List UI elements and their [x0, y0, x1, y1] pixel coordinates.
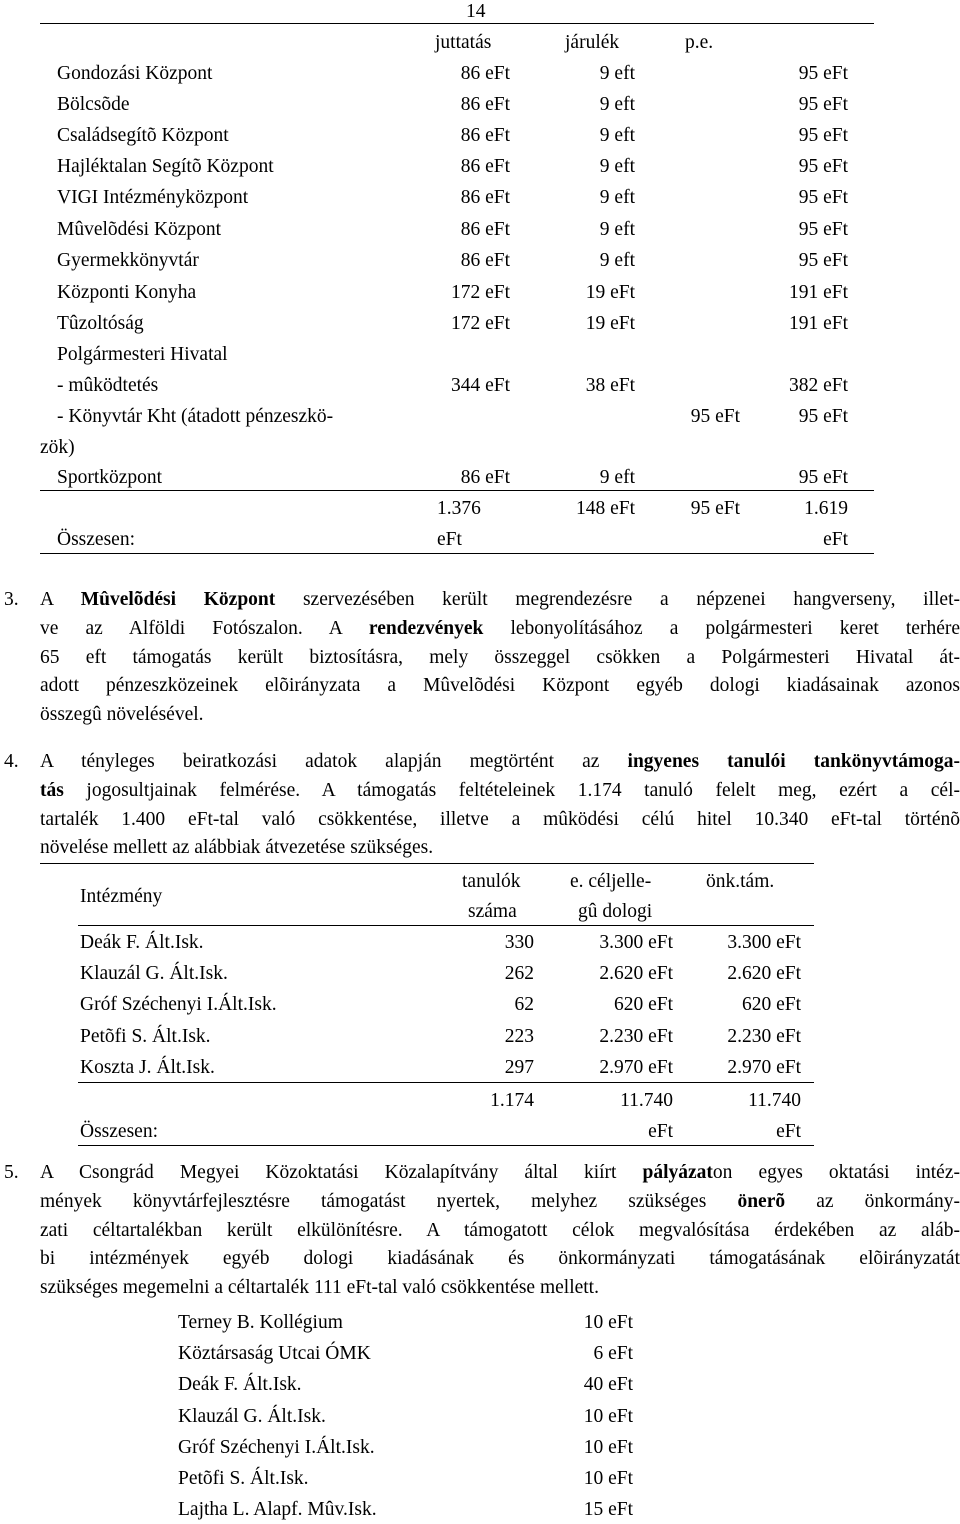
- row-onk: 3.300 eFt: [727, 932, 801, 953]
- total-dologi-unit: eFt: [648, 1121, 673, 1142]
- row-jarulek: 9 eft: [599, 156, 635, 177]
- item-amount: 10 eFt: [583, 1312, 633, 1333]
- row-tanulok: 262: [504, 963, 534, 984]
- row-total: 382 eFt: [788, 375, 848, 396]
- item-name: Terney B. Kollégium: [178, 1312, 343, 1333]
- row-dologi: 2.620 eFt: [599, 963, 673, 984]
- item-amount: 10 eFt: [583, 1406, 633, 1427]
- total-onk-unit: eFt: [776, 1121, 801, 1142]
- row-juttatas: 86 eFt: [460, 125, 510, 146]
- row-jarulek: 9 eft: [599, 94, 635, 115]
- section-4: [4, 748, 960, 863]
- row-total: 95 eFt: [798, 219, 848, 240]
- row-tanulok: 297: [504, 1057, 534, 1078]
- row-dologi: 3.300 eFt: [599, 932, 673, 953]
- table2-top-rule: [40, 863, 814, 864]
- row-pe: 95 eFt: [690, 406, 740, 427]
- total-sum: 1.619: [804, 498, 848, 519]
- item-amount: 10 eFt: [583, 1437, 633, 1458]
- row-onk: 2.970 eFt: [727, 1057, 801, 1078]
- row-label: Polgármesteri Hivatal: [57, 344, 228, 365]
- header-tanulok: tanulók: [462, 871, 521, 892]
- row-label: Sportközpont: [57, 467, 163, 488]
- row-juttatas: 86 eFt: [460, 94, 510, 115]
- total-jarulek: 148 eFt: [575, 498, 635, 519]
- row-label: - mûködtetés: [57, 375, 159, 396]
- row-label: Gondozási Központ: [57, 63, 213, 84]
- text: A Csongrád Megyei Közoktatási Közalapítvány által kiírt: [40, 1162, 643, 1183]
- section-3: [4, 586, 960, 730]
- row-total: 95 eFt: [798, 250, 848, 271]
- row-jarulek: 38 eFt: [585, 375, 635, 396]
- table1-header-juttatas: juttatás: [435, 32, 492, 53]
- row-juttatas: 172 eFt: [450, 282, 510, 303]
- text-line: zati céltartalékban került elkülönítésre. A támogatott célok megvalósítása érdekében az aláb-: [40, 1219, 960, 1241]
- row-total: 95 eFt: [798, 406, 848, 427]
- row-total: 95 eFt: [798, 156, 848, 177]
- row-onk: 2.620 eFt: [727, 963, 801, 984]
- row-label: VIGI Intézményközpont: [57, 187, 249, 208]
- item-amount: 15 eFt: [583, 1499, 633, 1520]
- table2-header-rule: [78, 925, 814, 926]
- row-label: Petõfi S. Ált.Isk.: [80, 1026, 211, 1047]
- text: mények könyvtárfejlesztésre támogatást nyertek, melyhez szükséges: [40, 1190, 738, 1212]
- row-label: Gyermekkönyvtár: [57, 250, 199, 271]
- row-label: Koszta J. Ált.Isk.: [80, 1057, 215, 1078]
- item-name: Köztársaság Utcai ÓMK: [178, 1343, 371, 1364]
- text: szervezésében került megrendezésre a népzenei hangverseny, illet-: [275, 589, 960, 610]
- text: A tényleges beiratkozási adatok alapján megtörtént az: [40, 751, 628, 772]
- item-amount: 10 eFt: [583, 1468, 633, 1489]
- row-label: Családsegítõ Központ: [57, 125, 229, 146]
- item-name: Lajtha L. Alapf. Mûv.Isk.: [178, 1499, 377, 1520]
- total-label: Összesen:: [80, 1121, 158, 1142]
- header-celjelle: e. céljelle-: [570, 871, 652, 892]
- row-jarulek: 9 eft: [599, 467, 635, 488]
- row-juttatas: 86 eFt: [460, 467, 510, 488]
- text-line: szükséges megemelni a céltartalék 111 eFt-tal való csökkentése mellett.: [40, 1277, 599, 1299]
- page-number: 14: [466, 1, 486, 22]
- row-dologi: 620 eFt: [613, 994, 673, 1015]
- table2-total-rule: [78, 1082, 814, 1083]
- text: jogosultjainak felmérése. A támogatás feltételeinek 1.174 tanuló felelt meg, ezért a cél-: [63, 779, 960, 801]
- row-jarulek: 9 eft: [599, 219, 635, 240]
- row-label: Tûzoltóság: [57, 313, 144, 334]
- header-szama: száma: [468, 901, 517, 922]
- row-label: Központi Konyha: [57, 282, 197, 303]
- highlight: tás: [40, 779, 64, 801]
- text-line: bi intézmények egyéb dologi kiadásának és önkormányzati támogatásának elõirányzatát: [40, 1248, 960, 1270]
- section-number: 5.: [4, 1162, 19, 1183]
- header-onktam: önk.tám.: [706, 871, 775, 892]
- row-jarulek: 19 eFt: [585, 313, 635, 334]
- text: on egyes oktatási intéz-: [712, 1162, 960, 1183]
- row-jarulek: 9 eft: [599, 250, 635, 271]
- row-total: 95 eFt: [798, 187, 848, 208]
- item-amount: 6 eFt: [593, 1343, 633, 1364]
- row-juttatas: 86 eFt: [460, 219, 510, 240]
- text: ve az Alföldi Fotószalon. A: [40, 617, 369, 639]
- total-sum-unit: eFt: [823, 529, 848, 550]
- row-juttatas: 344 eFt: [450, 375, 510, 396]
- total-pe: 95 eFt: [690, 498, 740, 519]
- row-total: 191 eFt: [788, 313, 848, 334]
- text: az önkormány-: [785, 1190, 960, 1212]
- item-name: Petõfi S. Ált.Isk.: [178, 1468, 309, 1489]
- row-label: Deák F. Ált.Isk.: [80, 932, 204, 953]
- row-label: Hajléktalan Segítõ Központ: [57, 156, 274, 177]
- total-onk: 11.740: [748, 1090, 801, 1111]
- item-name: Gróf Széchenyi I.Ált.Isk.: [178, 1437, 375, 1458]
- text-line: növelése mellett az alábbiak átvezetése szükséges.: [40, 837, 434, 859]
- row-label: Mûvelõdési Központ: [57, 219, 222, 240]
- row-juttatas: 86 eFt: [460, 63, 510, 84]
- row-jarulek: 9 eft: [599, 63, 635, 84]
- header-intezmeny: Intézmény: [80, 886, 163, 907]
- section-5: [4, 1159, 960, 1303]
- row-label: - Könyvtár Kht (átadott pénzeszkö-: [57, 406, 334, 427]
- row-label: Gróf Széchenyi I.Ált.Isk.: [80, 994, 277, 1015]
- text-line: 65 eft támogatás került biztosításra, mely összeggel csökken a Polgármesteri Hivatal át-: [40, 646, 960, 668]
- highlight: pályázat: [642, 1162, 713, 1183]
- text: A: [40, 589, 81, 610]
- row-dologi: 2.230 eFt: [599, 1026, 673, 1047]
- table1-header-jarulek: járulék: [565, 32, 620, 53]
- text: lebonyolításához a polgármesteri keret terhére: [483, 617, 960, 639]
- row-onk: 620 eFt: [741, 994, 801, 1015]
- table1-bottom-rule: [40, 553, 874, 554]
- row-juttatas: 172 eFt: [450, 313, 510, 334]
- row-label: Bölcsõde: [57, 94, 130, 115]
- table1-header-pe: p.e.: [685, 32, 714, 53]
- text-line: tartalék 1.400 eFt-tal való csökkentése, illetve a mûködési célú hitel 10.340 eFt-tal történõ: [40, 808, 960, 830]
- item-name: Klauzál G. Ált.Isk.: [178, 1406, 326, 1427]
- header-dologi: gû dologi: [578, 901, 653, 922]
- row-tanulok: 62: [514, 994, 534, 1015]
- row-juttatas: 86 eFt: [460, 187, 510, 208]
- text-line: adott pénzeszközeinek elõirányzata a Mûvelõdési Központ egyéb dologi kiadásainak azonos: [40, 675, 960, 697]
- section-number: 4.: [4, 751, 19, 772]
- row-jarulek: 9 eft: [599, 125, 635, 146]
- row-jarulek: 9 eft: [599, 187, 635, 208]
- row-total: 95 eFt: [798, 94, 848, 115]
- table1-top-rule: [40, 23, 874, 24]
- row-onk: 2.230 eFt: [727, 1026, 801, 1047]
- total-label: Összesen:: [57, 529, 135, 550]
- total-dologi: 11.740: [620, 1090, 673, 1111]
- row-total: 191 eFt: [788, 282, 848, 303]
- section-number: 3.: [4, 589, 19, 610]
- item-name: Deák F. Ált.Isk.: [178, 1374, 302, 1395]
- row-jarulek: 19 eFt: [585, 282, 635, 303]
- text-line: összegû növelésével.: [40, 704, 204, 726]
- highlight: rendezvények: [368, 617, 484, 639]
- row-tanulok: 223: [504, 1026, 534, 1047]
- row-total: 95 eFt: [798, 125, 848, 146]
- highlight: Mûvelõdési Központ: [80, 589, 276, 610]
- row-juttatas: 86 eFt: [460, 156, 510, 177]
- row-juttatas: 86 eFt: [460, 250, 510, 271]
- row-label: zök): [40, 437, 75, 458]
- highlight: önerõ: [737, 1190, 786, 1212]
- row-tanulok: 330: [504, 932, 534, 953]
- table2-bottom-rule: [78, 1145, 814, 1146]
- row-dologi: 2.970 eFt: [599, 1057, 673, 1078]
- table1-total-rule: [40, 490, 874, 491]
- total-juttatas: 1.376: [437, 498, 481, 519]
- item-amount: 40 eFt: [583, 1374, 633, 1395]
- row-total: 95 eFt: [798, 63, 848, 84]
- row-total: 95 eFt: [798, 467, 848, 488]
- total-juttatas-unit: eFt: [437, 529, 462, 550]
- total-tanulok: 1.174: [490, 1090, 534, 1111]
- highlight: ingyenes tanulói tankönyvtámoga-: [627, 751, 960, 772]
- row-label: Klauzál G. Ált.Isk.: [80, 963, 228, 984]
